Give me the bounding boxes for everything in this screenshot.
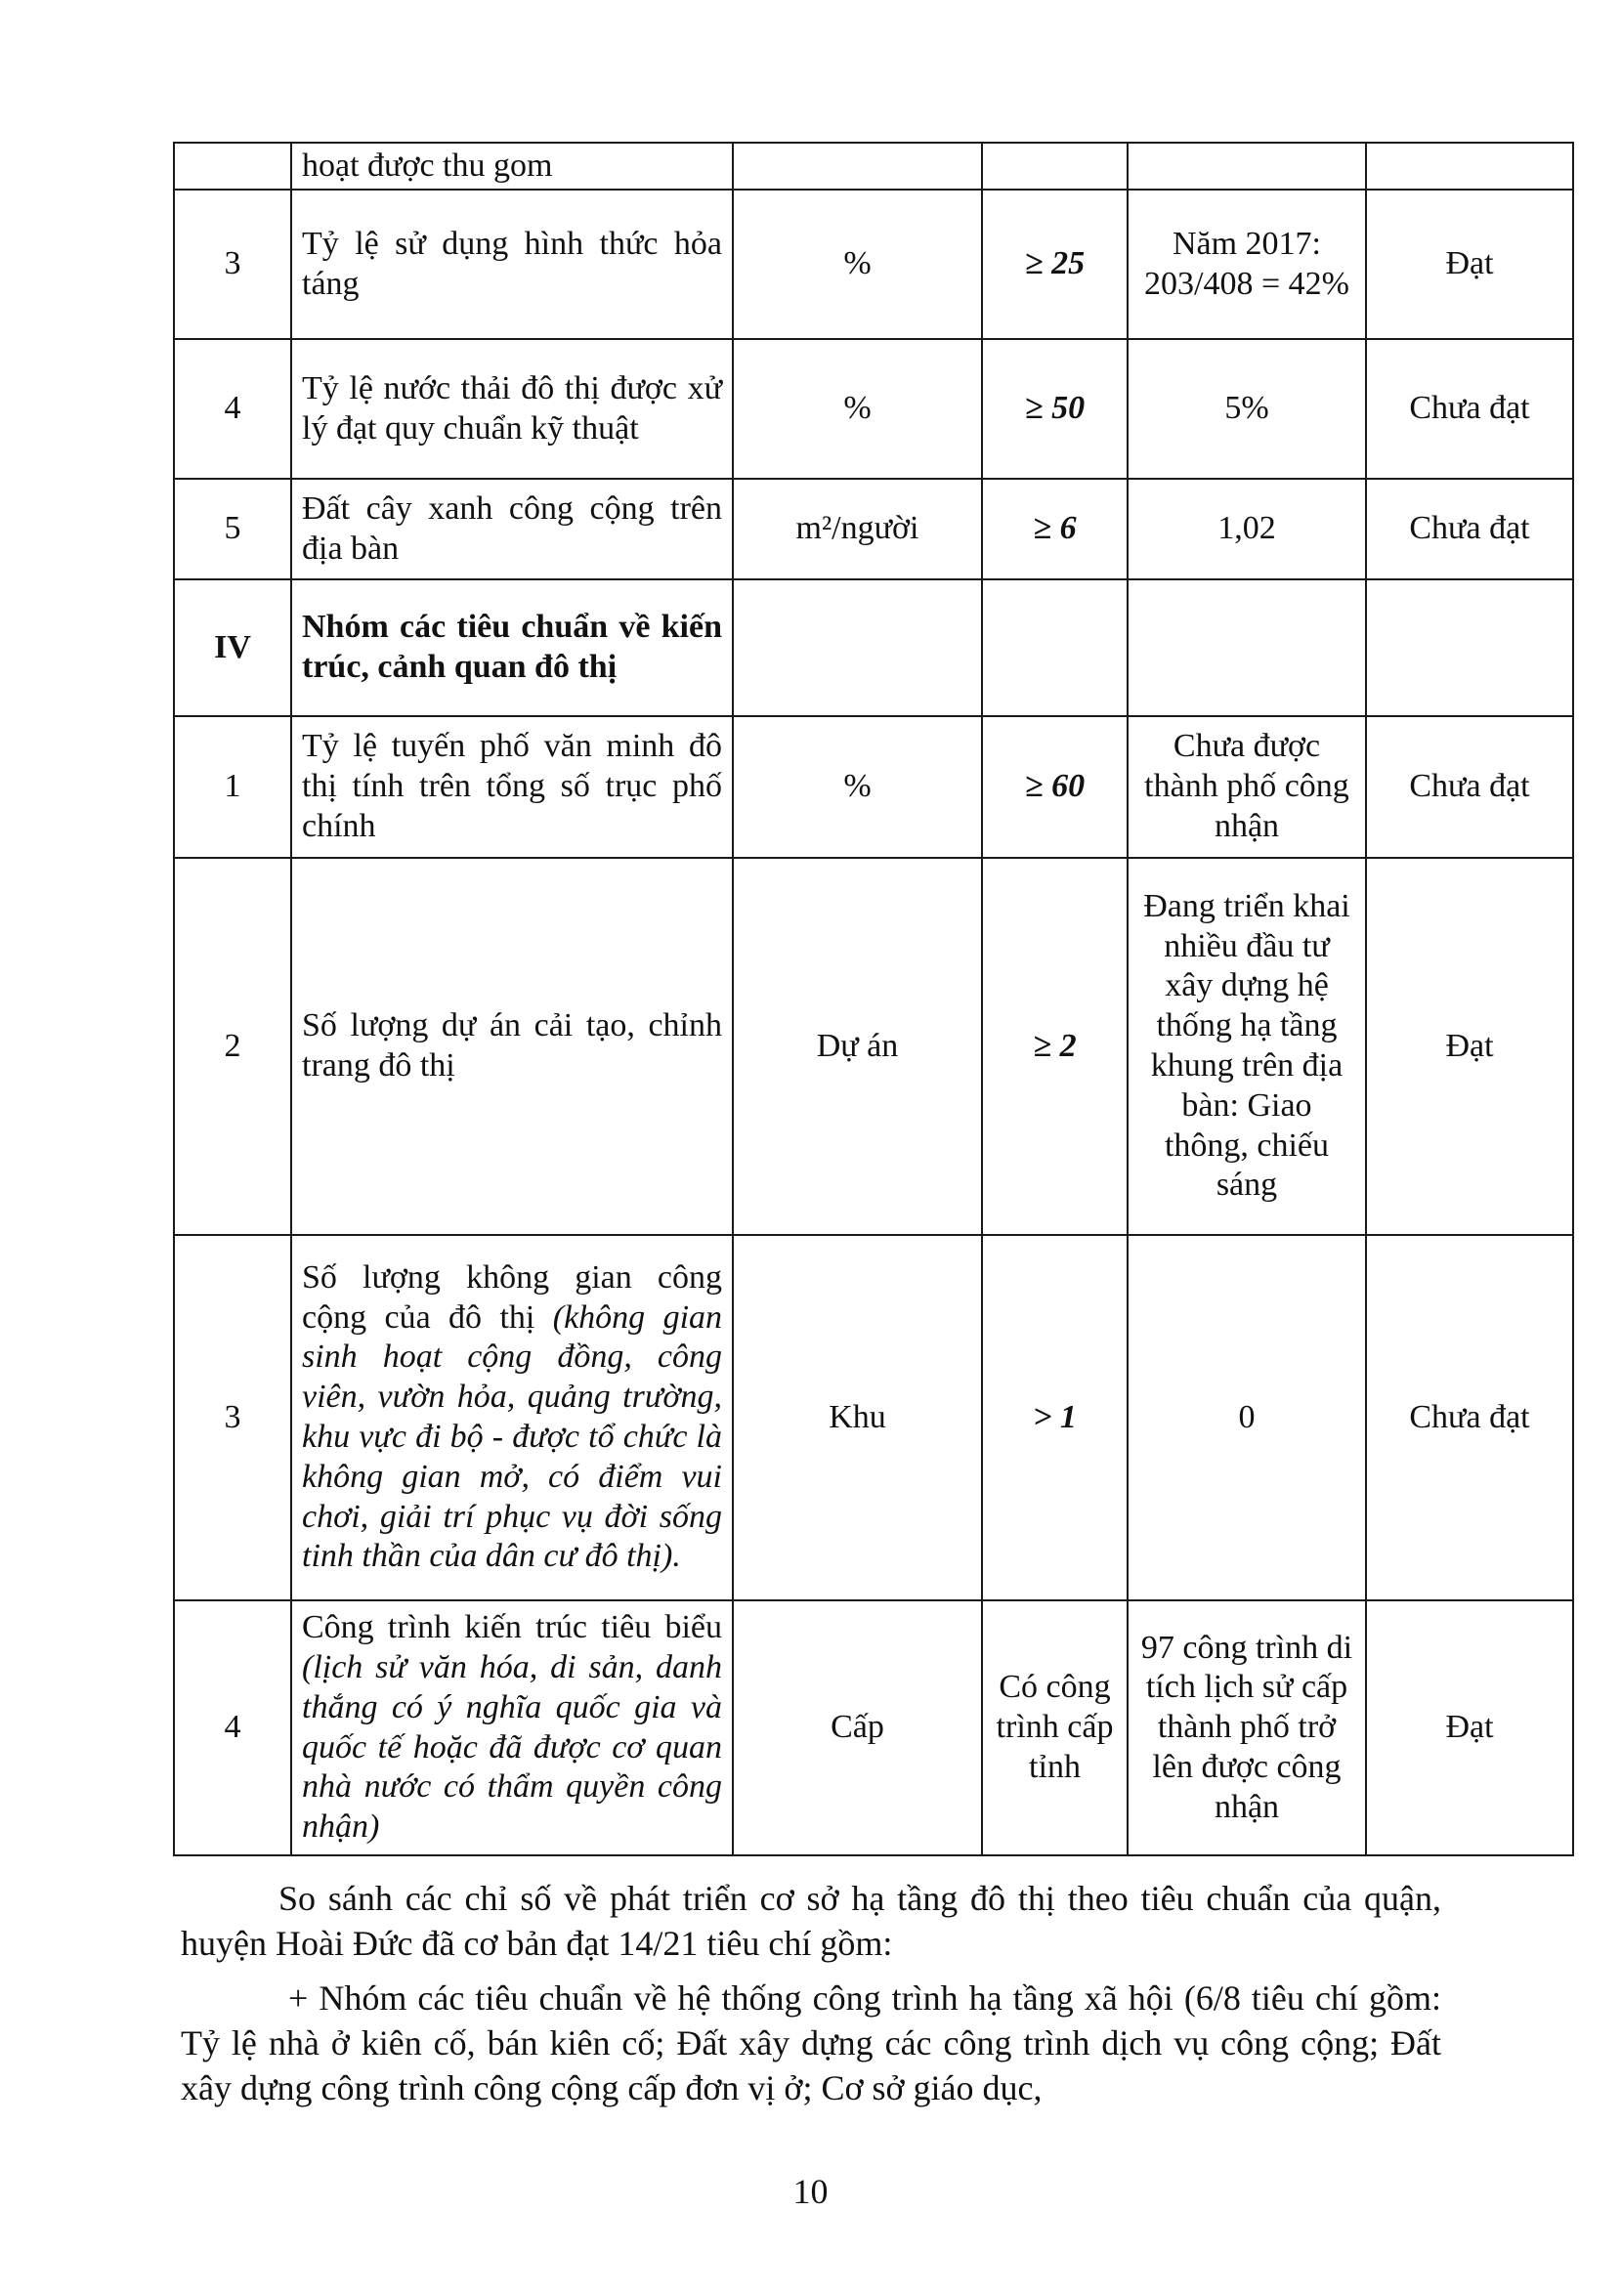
standard-cell: ≥ 50 xyxy=(982,339,1128,479)
result-cell: Đạt xyxy=(1366,190,1573,339)
table-row xyxy=(174,1600,1573,1855)
row-number xyxy=(174,143,291,190)
unit-cell: Dự án xyxy=(733,858,982,1235)
result-cell: Đạt xyxy=(1366,1600,1573,1855)
group-number: IV xyxy=(174,579,291,716)
result-cell xyxy=(1366,143,1573,190)
unit-cell: % xyxy=(733,190,982,339)
table-row xyxy=(174,716,1573,858)
criteria-table xyxy=(173,142,1574,1856)
criterion-cell xyxy=(291,1600,733,1855)
criterion-text: Công trình kiến trúc tiêu biểu xyxy=(302,1609,722,1646)
criterion-cell: Số lượng dự án cải tạo, chỉnh trang đô thị xyxy=(291,858,733,1235)
table-row xyxy=(174,479,1573,579)
value-cell: 1,02 xyxy=(1128,479,1366,579)
value-cell: Năm 2017: 203/408 = 42% xyxy=(1128,190,1366,339)
standard-cell: Có công trình cấp tỉnh xyxy=(982,1600,1128,1855)
value-cell xyxy=(1128,143,1366,190)
row-number: 4 xyxy=(174,339,291,479)
criterion-note: (lịch sử văn hóa, di sản, danh thắng có ý nghĩa quốc gia và quốc tế hoặc đã được cơ quan nhà nước có thẩm quyền công nhận) xyxy=(302,1648,722,1846)
criterion-text: Số lượng không gian công cộng của đô thị xyxy=(302,1258,722,1336)
standard-cell xyxy=(982,143,1128,190)
standard-cell: ≥ 6 xyxy=(982,479,1128,579)
result-cell: Chưa đạt xyxy=(1366,716,1573,858)
page-number: 10 xyxy=(792,2172,829,2211)
table-row xyxy=(174,190,1573,339)
row-number: 4 xyxy=(174,1600,291,1855)
social-infrastructure-paragraph: + Nhóm các tiêu chuẩn về hệ thống công trình hạ tầng xã hội (6/8 tiêu chí gồm: Tỷ lệ nhà ở kiên cố, bán kiên cố; Đất xây dựng các công trình dịch vụ công cộng; Đất xây dựng công trình công cộng cấp đơn vị ở; Cơ sở giáo dục, xyxy=(181,1978,1441,2108)
value-cell: Chưa được thành phố công nhận xyxy=(1128,716,1366,858)
value-cell: 5% xyxy=(1128,339,1366,479)
unit-cell: % xyxy=(733,716,982,858)
standard-cell: ≥ 2 xyxy=(982,858,1128,1235)
result-cell: Chưa đạt xyxy=(1366,1235,1573,1600)
result-cell: Đạt xyxy=(1366,858,1573,1235)
row-number: 3 xyxy=(174,190,291,339)
criterion-cell: Tỷ lệ nước thải đô thị được xử lý đạt quy chuẩn kỹ thuật xyxy=(291,339,733,479)
result-cell: Chưa đạt xyxy=(1366,339,1573,479)
criterion-note: (không gian sinh hoạt cộng đồng, công viên, vườn hỏa, quảng trường, khu vực đi bộ - được tổ chức là không gian mở, có điểm vui chơi, giải trí phục vụ đời sống tinh thần của dân cư đô thị). xyxy=(302,1298,723,1575)
summary-paragraph: So sánh các chỉ số về phát triển cơ sở hạ tầng đô thị theo tiêu chuẩn của quận, huyện Hoài Đức đã cơ bản đạt 14/21 tiêu chí gồm: xyxy=(181,1879,1441,1964)
unit-cell: Cấp xyxy=(733,1600,982,1855)
unit-cell: m²/người xyxy=(733,479,982,579)
row-number: 5 xyxy=(174,479,291,579)
unit-cell xyxy=(733,143,982,190)
table-row xyxy=(174,143,1573,190)
row-number: 3 xyxy=(174,1235,291,1600)
criterion-cell xyxy=(291,1235,733,1600)
row-number: 1 xyxy=(174,716,291,858)
result-cell xyxy=(1366,579,1573,716)
unit-cell: % xyxy=(733,339,982,479)
value-cell xyxy=(1128,579,1366,716)
unit-cell xyxy=(733,579,982,716)
value-cell: 97 công trình di tích lịch sử cấp thành phố trở lên được công nhận xyxy=(1128,1600,1366,1855)
criterion-cell: Tỷ lệ sử dụng hình thức hỏa táng xyxy=(291,190,733,339)
criterion-cell: Đất cây xanh công cộng trên địa bàn xyxy=(291,479,733,579)
standard-cell: > 1 xyxy=(982,1235,1128,1600)
unit-cell: Khu xyxy=(733,1235,982,1600)
criterion-cell: hoạt được thu gom xyxy=(291,143,733,190)
value-cell: Đang triển khai nhiều đầu tư xây dựng hệ thống hạ tầng khung trên địa bàn: Giao thông, chiếu sáng xyxy=(1128,858,1366,1235)
standard-cell: ≥ 25 xyxy=(982,190,1128,339)
table-row-group-header xyxy=(174,579,1573,716)
table-row xyxy=(174,1235,1573,1600)
group-title: Nhóm các tiêu chuẩn về kiến trúc, cảnh quan đô thị xyxy=(291,579,733,716)
value-cell: 0 xyxy=(1128,1235,1366,1600)
result-cell: Chưa đạt xyxy=(1366,479,1573,579)
row-number: 2 xyxy=(174,858,291,1235)
table-row xyxy=(174,339,1573,479)
table-row xyxy=(174,858,1573,1235)
standard-cell: ≥ 60 xyxy=(982,716,1128,858)
criterion-cell: Tỷ lệ tuyến phố văn minh đô thị tính trên tổng số trục phố chính xyxy=(291,716,733,858)
standard-cell xyxy=(982,579,1128,716)
